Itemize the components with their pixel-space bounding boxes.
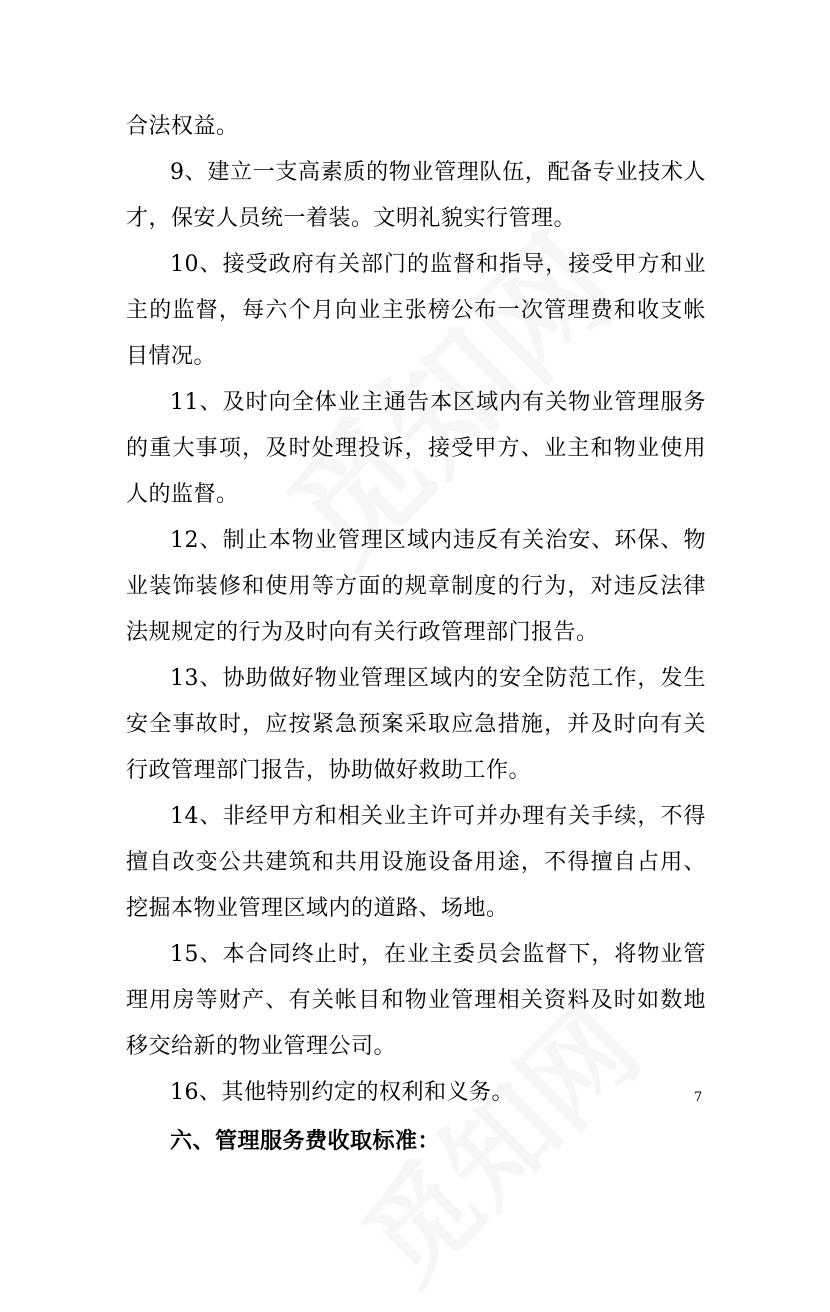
paragraph-13: 13、协助做好物业管理区域内的安全防范工作，发生安全事故时，应按紧急预案采取应急措施，并及时向有关行政管理部门报告，协助做好救助工作。 <box>126 666 706 783</box>
paragraph-9: 9、建立一支高素质的物业管理队伍，配备专业技术人才，保安人员统一着装。文明礼貌实行管理。 <box>126 160 706 231</box>
page-number: 7 <box>694 1090 703 1105</box>
paragraph-0: 合法权益。 <box>126 114 239 139</box>
paragraph-15: 15、本合同终止时，在业主委员会监督下，将物业管理用房等财产、有关帐目和物业管理相关资料及时如数地移交给新的物业管理公司。 <box>126 942 706 1059</box>
paragraph-11: 11、及时向全体业主通告本区域内有关物业管理服务的重大事项，及时处理投诉，接受甲方、业主和物业使用人的监督。 <box>126 390 706 507</box>
document-body <box>126 104 706 1164</box>
section-heading: 六、管理服务费收取标准： <box>170 1128 441 1154</box>
paragraph-14: 14、非经甲方和相关业主许可并办理有关手续，不得擅自改变公共建筑和共用设施设备用途，不得擅自占用、挖掘本物业管理区域内的道路、场地。 <box>126 804 706 921</box>
paragraph-12: 12、制止本物业管理区域内违反有关治安、环保、物业装饰装修和使用等方面的规章制度的行为，对违反法律法规规定的行为及时向有关行政管理部门报告。 <box>126 528 706 645</box>
paragraph-16: 16、其他特别约定的权利和义务。 <box>170 1080 514 1105</box>
paragraph-10: 10、接受政府有关部门的监督和指导，接受甲方和业主的监督，每六个月向业主张榜公布一次管理费和收支帐目情况。 <box>126 252 706 369</box>
